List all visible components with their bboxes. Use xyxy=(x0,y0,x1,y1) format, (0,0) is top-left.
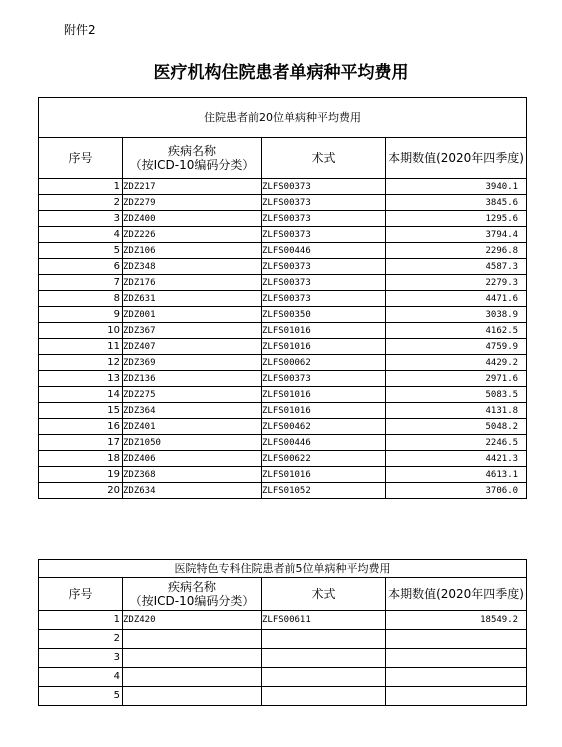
cost-value: 4613.1 xyxy=(386,467,527,483)
table-row xyxy=(39,467,527,483)
procedure-code: ZLFS00373 xyxy=(262,291,386,307)
procedure-code: ZLFS01016 xyxy=(262,403,386,419)
disease-code: ZDZ367 xyxy=(123,323,205,339)
procedure-code: ZLFS00446 xyxy=(262,435,386,451)
procedure-code xyxy=(262,630,386,649)
header-disease-line1: 疾病名称 xyxy=(167,580,216,594)
table-row xyxy=(39,687,527,706)
header-disease-line2: （按ICD-10编码分类） xyxy=(129,158,255,172)
row-seq: 5 xyxy=(39,687,123,706)
procedure-code: ZLFS00350 xyxy=(262,307,386,323)
cost-value xyxy=(386,668,527,687)
row-seq: 13 xyxy=(39,371,123,387)
disease-name-blank xyxy=(205,649,262,668)
cost-value: 5083.5 xyxy=(386,387,527,403)
cost-value: 2971.6 xyxy=(386,371,527,387)
disease-name-blank xyxy=(205,227,262,243)
procedure-code: ZLFS00373 xyxy=(262,371,386,387)
header-disease xyxy=(123,138,262,179)
procedure-code: ZLFS00373 xyxy=(262,179,386,195)
table-row xyxy=(39,668,527,687)
cost-value: 4131.8 xyxy=(386,403,527,419)
disease-code: ZDZ631 xyxy=(123,291,205,307)
cost-value: 4471.6 xyxy=(386,291,527,307)
cost-value: 2279.3 xyxy=(386,275,527,291)
procedure-code: ZLFS00446 xyxy=(262,243,386,259)
disease-name-blank xyxy=(205,275,262,291)
procedure-code: ZLFS01052 xyxy=(262,483,386,499)
table-row xyxy=(39,211,527,227)
procedure-code xyxy=(262,687,386,706)
row-seq: 8 xyxy=(39,291,123,307)
table-row xyxy=(39,403,527,419)
row-seq: 1 xyxy=(39,611,123,630)
disease-name-blank xyxy=(205,611,262,630)
cost-value: 18549.2 xyxy=(386,611,527,630)
table-row xyxy=(39,611,527,630)
row-seq: 19 xyxy=(39,467,123,483)
disease-code: ZDZ407 xyxy=(123,339,205,355)
row-seq: 6 xyxy=(39,259,123,275)
table-row xyxy=(39,323,527,339)
cost-value: 4162.5 xyxy=(386,323,527,339)
disease-code: ZDZ136 xyxy=(123,371,205,387)
row-seq: 11 xyxy=(39,339,123,355)
table-row xyxy=(39,291,527,307)
row-seq: 20 xyxy=(39,483,123,499)
disease-code: ZDZ1050 xyxy=(123,435,205,451)
row-seq: 15 xyxy=(39,403,123,419)
table-row xyxy=(39,649,527,668)
procedure-code: ZLFS00373 xyxy=(262,195,386,211)
row-seq: 16 xyxy=(39,419,123,435)
cost-value xyxy=(386,630,527,649)
disease-name-blank xyxy=(205,371,262,387)
header-disease-line1: 疾病名称 xyxy=(167,144,216,158)
disease-code: ZDZ634 xyxy=(123,483,205,499)
disease-name-blank xyxy=(205,179,262,195)
cost-value: 1295.6 xyxy=(386,211,527,227)
cost-value xyxy=(386,649,527,668)
row-seq: 14 xyxy=(39,387,123,403)
table-row xyxy=(39,307,527,323)
header-disease xyxy=(123,578,262,611)
disease-name-blank xyxy=(205,243,262,259)
disease-code: ZDZ400 xyxy=(123,211,205,227)
disease-name-blank xyxy=(205,259,262,275)
procedure-code xyxy=(262,649,386,668)
row-seq: 12 xyxy=(39,355,123,371)
table-caption: 医院特色专科住院患者前5位单病种平均费用 xyxy=(39,560,527,578)
disease-name-blank xyxy=(205,339,262,355)
disease-code xyxy=(123,668,205,687)
procedure-code: ZLFS00062 xyxy=(262,355,386,371)
cost-value: 3038.9 xyxy=(386,307,527,323)
table-row xyxy=(39,195,527,211)
disease-name-blank xyxy=(205,195,262,211)
header-procedure: 术式 xyxy=(262,138,386,179)
cost-value: 4429.2 xyxy=(386,355,527,371)
header-disease-line2: （按ICD-10编码分类） xyxy=(129,594,255,608)
disease-code: ZDZ406 xyxy=(123,451,205,467)
disease-code: ZDZ348 xyxy=(123,259,205,275)
annex-label: 附件2 xyxy=(64,23,96,37)
row-seq: 4 xyxy=(39,668,123,687)
disease-code: ZDZ368 xyxy=(123,467,205,483)
table-row xyxy=(39,243,527,259)
disease-code: ZDZ364 xyxy=(123,403,205,419)
table-row xyxy=(39,451,527,467)
header-value: 本期数值(2020年四季度) xyxy=(386,578,527,611)
disease-name-blank xyxy=(205,687,262,706)
row-seq: 3 xyxy=(39,649,123,668)
table-row xyxy=(39,419,527,435)
disease-name-blank xyxy=(205,435,262,451)
disease-code: ZDZ106 xyxy=(123,243,205,259)
disease-code: ZDZ275 xyxy=(123,387,205,403)
table-row xyxy=(39,275,527,291)
procedure-code xyxy=(262,668,386,687)
procedure-code: ZLFS00373 xyxy=(262,227,386,243)
procedure-code: ZLFS00373 xyxy=(262,259,386,275)
procedure-code: ZLFS00373 xyxy=(262,211,386,227)
table-row xyxy=(39,371,527,387)
row-seq: 10 xyxy=(39,323,123,339)
cost-value: 5048.2 xyxy=(386,419,527,435)
row-seq: 1 xyxy=(39,179,123,195)
disease-code: ZDZ401 xyxy=(123,419,205,435)
row-seq: 2 xyxy=(39,195,123,211)
row-seq: 17 xyxy=(39,435,123,451)
procedure-code: ZLFS00622 xyxy=(262,451,386,467)
cost-value: 3794.4 xyxy=(386,227,527,243)
disease-name-blank xyxy=(205,467,262,483)
disease-name-blank xyxy=(205,387,262,403)
disease-name-blank xyxy=(205,323,262,339)
procedure-code: ZLFS01016 xyxy=(262,339,386,355)
table-row xyxy=(39,179,527,195)
procedure-code: ZLFS00611 xyxy=(262,611,386,630)
row-seq: 7 xyxy=(39,275,123,291)
header-value: 本期数值(2020年四季度) xyxy=(386,138,527,179)
disease-name-blank xyxy=(205,291,262,307)
disease-name-blank xyxy=(205,403,262,419)
disease-code: ZDZ420 xyxy=(123,611,205,630)
disease-name-blank xyxy=(205,630,262,649)
disease-code: ZDZ176 xyxy=(123,275,205,291)
specialty-top5-cost-table xyxy=(38,559,527,706)
procedure-code: ZLFS00462 xyxy=(262,419,386,435)
table-row xyxy=(39,339,527,355)
cost-value: 4587.3 xyxy=(386,259,527,275)
cost-value: 2296.8 xyxy=(386,243,527,259)
disease-code: ZDZ226 xyxy=(123,227,205,243)
disease-code: ZDZ217 xyxy=(123,179,205,195)
header-seq: 序号 xyxy=(39,578,123,611)
disease-name-blank xyxy=(205,211,262,227)
disease-code: ZDZ369 xyxy=(123,355,205,371)
procedure-code: ZLFS01016 xyxy=(262,387,386,403)
procedure-code: ZLFS01016 xyxy=(262,323,386,339)
row-seq: 9 xyxy=(39,307,123,323)
top20-disease-cost-table xyxy=(38,97,527,499)
disease-name-blank xyxy=(205,451,262,467)
table-row xyxy=(39,483,527,499)
header-seq: 序号 xyxy=(39,138,123,179)
disease-name-blank xyxy=(205,419,262,435)
cost-value xyxy=(386,687,527,706)
table-row xyxy=(39,435,527,451)
cost-value: 3845.6 xyxy=(386,195,527,211)
cost-value: 3940.1 xyxy=(386,179,527,195)
table-caption: 住院患者前20位单病种平均费用 xyxy=(39,98,527,138)
header-procedure: 术式 xyxy=(262,578,386,611)
row-seq: 4 xyxy=(39,227,123,243)
table-row xyxy=(39,259,527,275)
table-row xyxy=(39,630,527,649)
cost-value: 4759.9 xyxy=(386,339,527,355)
page-title: 医疗机构住院患者单病种平均费用 xyxy=(153,63,409,83)
disease-code xyxy=(123,649,205,668)
row-seq: 5 xyxy=(39,243,123,259)
row-seq: 2 xyxy=(39,630,123,649)
disease-code xyxy=(123,687,205,706)
row-seq: 3 xyxy=(39,211,123,227)
disease-code: ZDZ279 xyxy=(123,195,205,211)
row-seq: 18 xyxy=(39,451,123,467)
disease-name-blank xyxy=(205,307,262,323)
disease-name-blank xyxy=(205,483,262,499)
cost-value: 2246.5 xyxy=(386,435,527,451)
procedure-code: ZLFS00373 xyxy=(262,275,386,291)
disease-name-blank xyxy=(205,355,262,371)
disease-name-blank xyxy=(205,668,262,687)
cost-value: 3706.0 xyxy=(386,483,527,499)
procedure-code: ZLFS01016 xyxy=(262,467,386,483)
cost-value: 4421.3 xyxy=(386,451,527,467)
disease-code: ZDZ001 xyxy=(123,307,205,323)
table-row xyxy=(39,387,527,403)
disease-code xyxy=(123,630,205,649)
table-row xyxy=(39,227,527,243)
table-row xyxy=(39,355,527,371)
